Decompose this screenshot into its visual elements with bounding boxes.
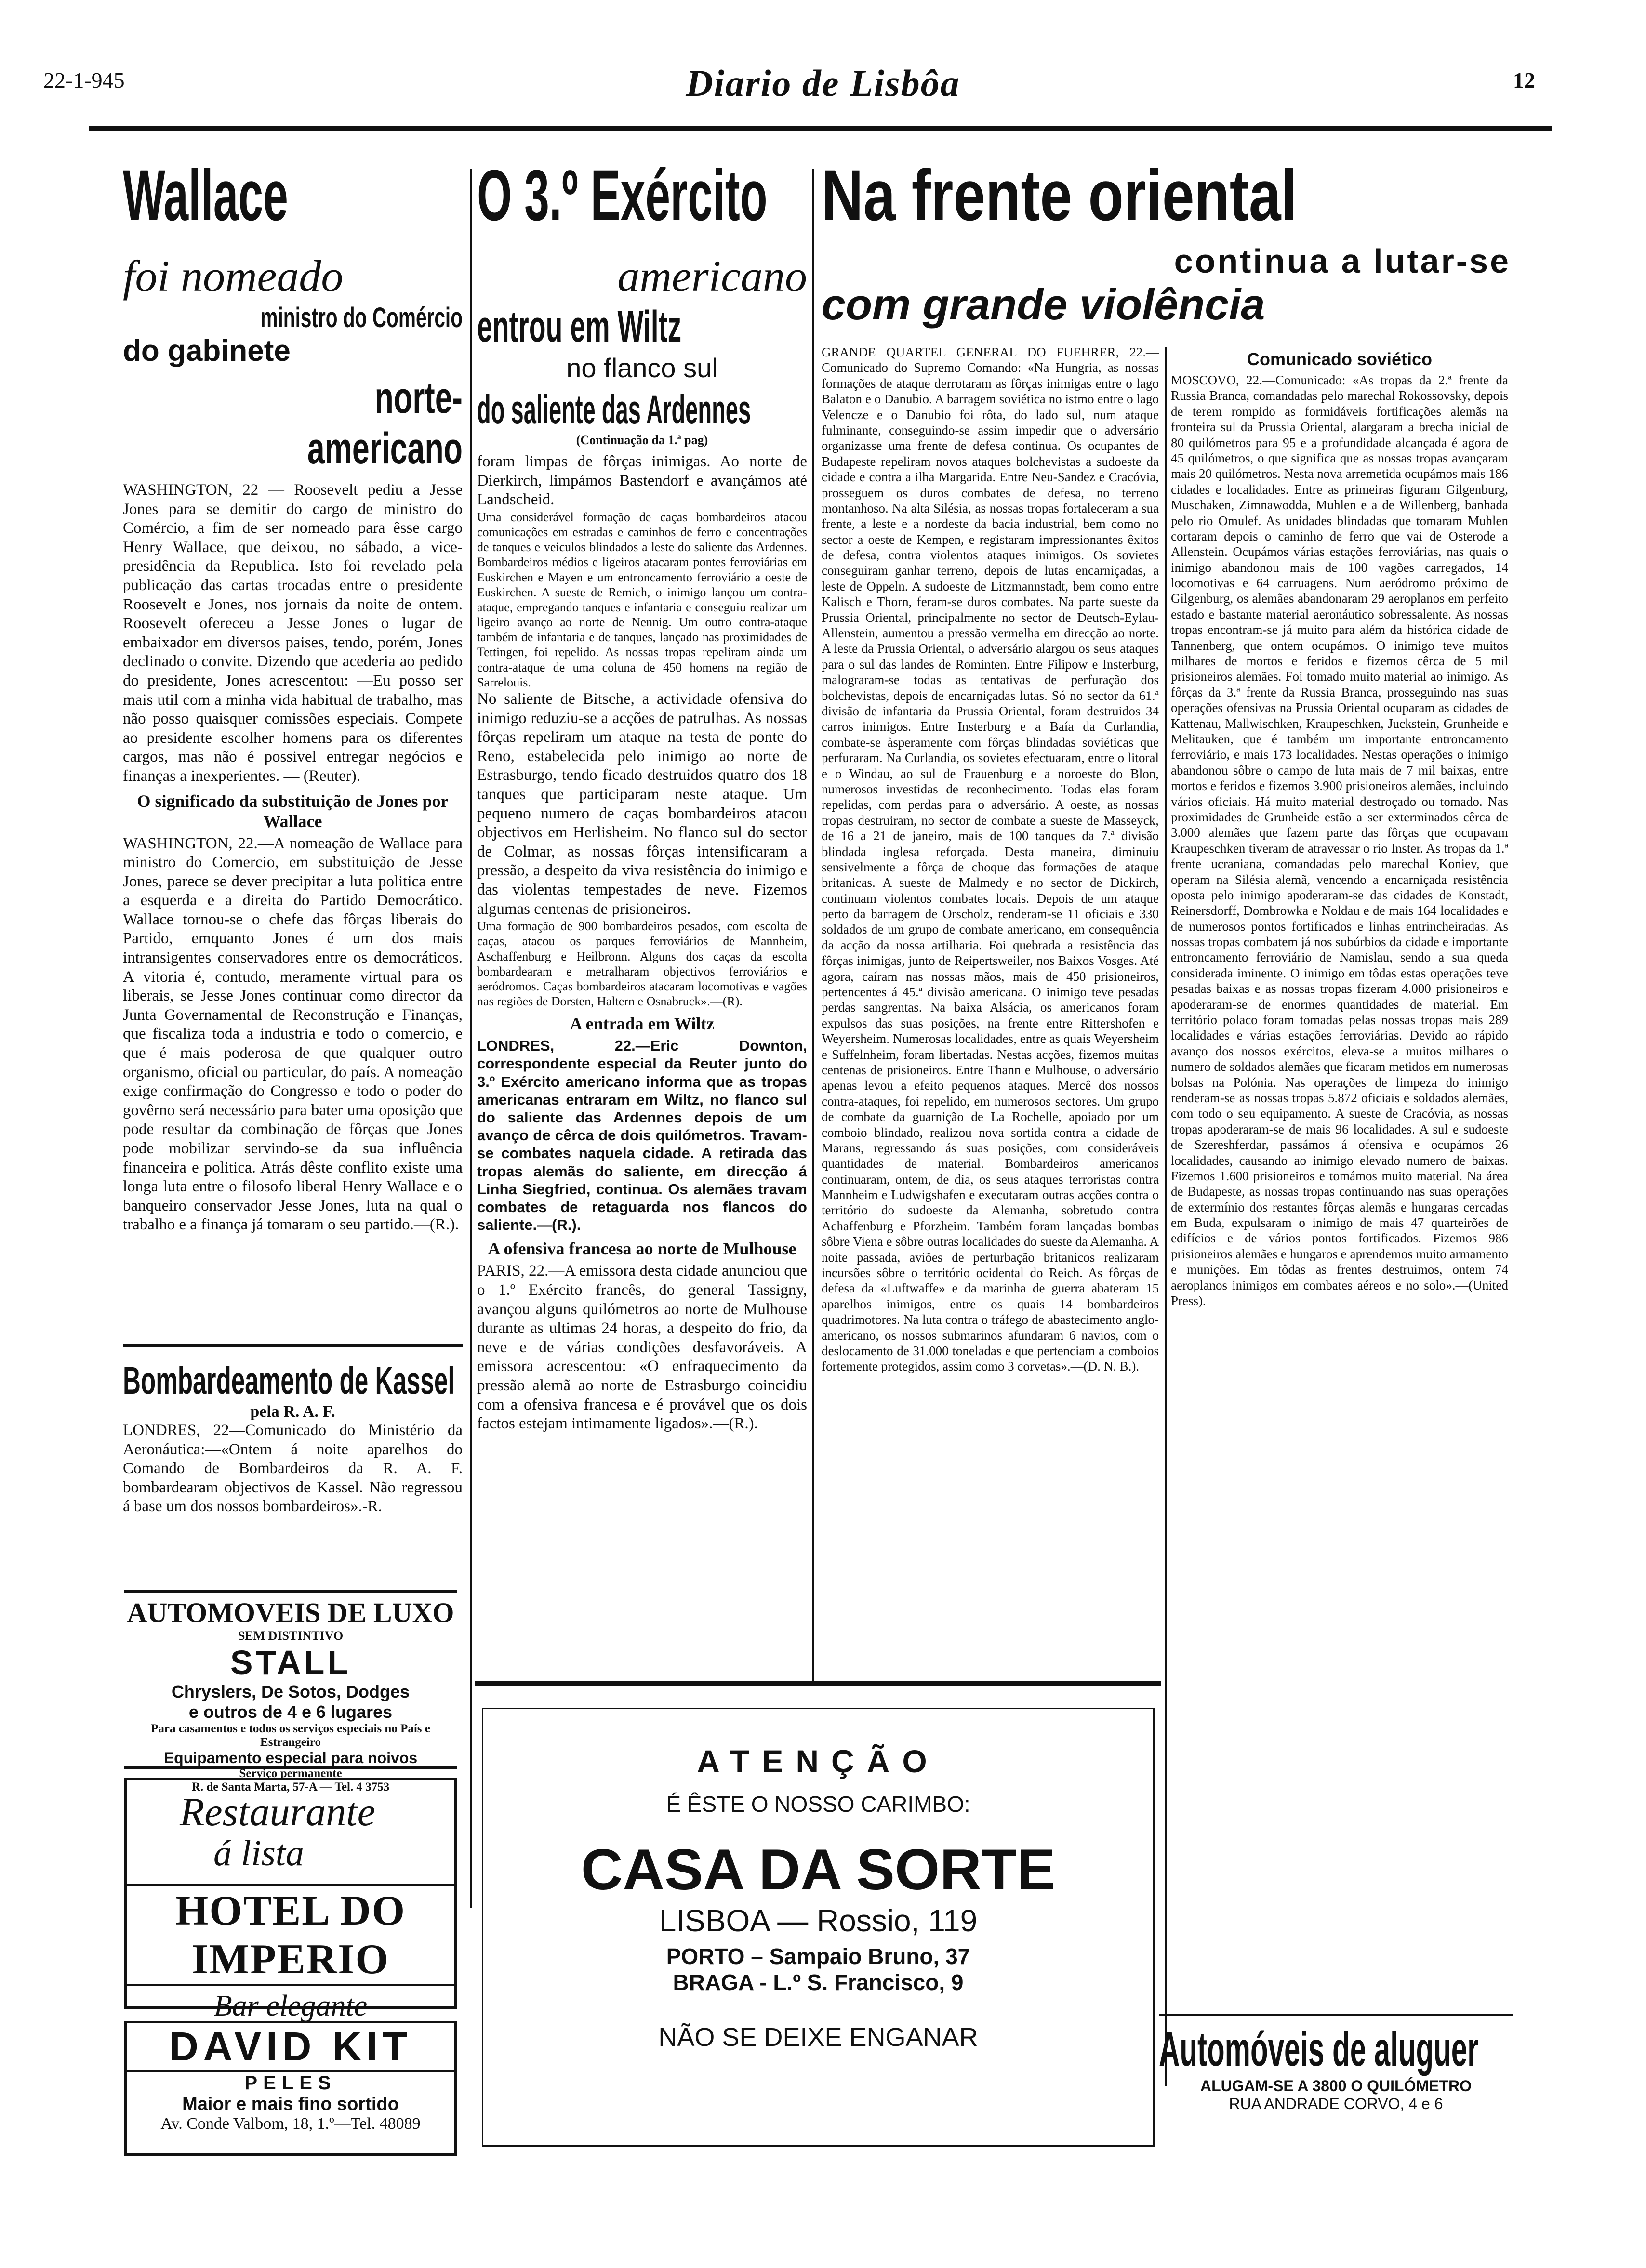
subline-nomeado: foi nomeado <box>123 251 344 301</box>
article-body: LONDRES, 22—Comunicado do Ministério da Aeronáutica:—«Ontem á noite aparelhos do Comando de Bombardeiros da R. A. F. bombardearam objectivos de Kassel. Não regressou á base um dos nossos bombardeiros».-R. <box>123 1422 463 1516</box>
newspaper-title: Diario de Lisbôa <box>686 62 960 104</box>
ad-text: ALUGAM-SE A 3800 O QUILÓMETRO <box>1200 2077 1472 2095</box>
ad-title: AUTOMOVEIS DE LUXO <box>127 1597 454 1628</box>
ad-automoveis-aluguer <box>1159 2014 1513 2122</box>
article-body: WASHINGTON, 22.—A nomeação de Wallace para ministro do Comercio, em substituição de Jesse Jones, parece se dever precipitar a luta politica entre a esquerda e a direita do Partido Democrático. Wallace tornou-se o chefe das fôrças liberais do Partido, emquanto Jones é um dos mais intransigentes conservadores entre os democráticos. A vitoria é, contudo, meramente virtual para os liberais, se Jesse Jones continuar como director da Junta Governamental de Reconstrução e Finanças, que fiscaliza toda a industria e todo o comercio, e que é mais poderosa de que qualquer outro organismo, oficial ou particular, do país. A nomeação exige confirmação do Congresso e todo o poder do govêrno será necessário para bater uma oposição que pode resultar da combinação de fôrças que Jones pode mobilizar servindo-se da sua influência financeira e politica. Atrás dêste conflito existe uma longa luta entre o filosofo liberal Henry Wallace e o banqueiro conservador Jesse Jones, luta na qual o trabalho e a finança já tomaram o seu partido.—(R.). <box>123 834 463 1234</box>
subline-continua: continua a lutar-se <box>1174 242 1511 280</box>
headline-wallace: Wallace <box>123 155 288 236</box>
article-body: GRANDE QUARTEL GENERAL DO FUEHRER, 22.—Comunicado do Supremo Comando: «Na Hungria, as nossas formações de ataque derrotaram as fôrças inimigas entre o lago Balaton e o Danubio. A barragem soviética no istmo entre o lago Velencze e o Danubio foi rôta, do lado sul, num ataque fulminante, conseguindo-se assim impedir que o adversário organizasse uma frente de defesa continua. Os ocupantes de Budapeste repeliram novos ataques bolchevistas a sudoeste da cidade e contra a ilha Margarida. Entre Neu-Sandez e Cracóvia, prosseguem os duros combates de defesa, no terreno montanhoso. Na alta Silésia, as nossas tropas fortaleceram a sua frente, a leste e a nordeste da bacia industrial, bem como no sector a oeste de Kempen, e registaram impressionantes êxitos de defesa, contra violentos ataques inimigos. Os sovietes conseguiram ganhar terreno, depois de lutas encarniçadas, a leste de Oppeln. A sudoeste de Litzmannstadt, bem como entre Kalisch e Thorn, feram-se duros combates. Na parte sueste da Prussia Oriental, principalmente no sector de Deutsch-Eylau-Allenstein, aumentou a pressão vermelha em direcção ao norte. A leste da Prussia Oriental, o adversário alargou os seus ataques para o sul das landes de Rominten. Entre Filipow e Insterburg, malograram-se todas as tentativas de perfuração dos bolchevistas, depois de encarniçadas lutas. Só no sector da 61.ª divisão de infantaria da Prussia Oriental, foram destruidos 34 carros inimigos. Entre Insterburg e a Baía da Curlandia, combate-se àsperamente com fôrças blindadas soviéticas que perfuraram. Na Curlandia, os sovietes efectuaram, entre o litoral e o Windau, ao sul de Frauenburg e a noroeste do Blon, numerosos investidas de reconhecimento. Todas elas foram repelidas, com perdas para o adversário. A oeste, as nossas tropas destruiram, no sector de combate a sueste de Masseyck, de 16 a 21 de janeiro, mais de 100 tanques da 7.ª divisão blindada inglesa reforçada. Desta maneira, diminuiu sensivelmente a fôrça de choque das formações de ataque britanicas. A sueste de Malmedy e no sector de Dickirch, continuam violentos combates locais. Depois de um ataque perto da barragem de Orscholz, renderam-se 11 oficiais e 330 soldados de um grupo de combate americano, em consequência da acção da nossa artilharia. Foi quebrada a resistência das fôrças inimigas, junto de Reipertsweiler, nos Baixos Vosges. Até agora, caíram nas nossas mãos, mais de 450 prisioneiros, pertencentes á 45.ª divisão americana. O inimigo teve pesadas perdas sangrentas. Na baixa Alsácia, os americanos foram expulsos das suas posições, na frente entre Rittershofen e Weyersheim. Numerosas localidades, entre as quais Weyersheim e Suffelnheim, foram libertadas. Nestas acções, fizemos muitas centenas de prisioneiros. Entre Thann e Mulhouse, o adversário apenas levou a efeito pequenos ataques. Mercê dos nossos contra-ataques, foi repelido, em numerosos sectores. Um grupo de combate da guarnição de La Rochelle, apoiado por um comboio blindado, realizou nova sortida contra a cidade de Marans, regressando ás suas posições, com consideráveis quantidades de material. Bombardeiros americanos continuaram, ontem, de dia, os seus ataques terroristas contra Mannheim e Ludwigshafen e executaram outras acções contra o território do sudoeste da Alemanha, sobretudo contra Achaffenburg e Pforzheim. Também foram lançadas bombas sôbre Viena e sôbre outras localidades do sueste da Alemanha. A noite passada, aviões de perturbação britanicos realizaram incursões sôbre o território ocidental do Reich. As fôrças de defesa da «Luftwaffe» e da marinha de guerra abateram 15 aparelhos inimigos, entre os quais 14 bombardeiros quadrimotores. Na luta contra o tráfego de abastecimento anglo-americano, os nossos submarinos afundaram 6 navios, com o deslocamento de 31.000 toneladas e que pertenciam a comboios fortemente protegidos, assim como 3 corvetas».—(D. N. B.). <box>822 345 1159 1374</box>
ad-casa-da-sorte <box>482 1708 1155 2147</box>
headline-exercito: O 3.º Exército <box>477 155 768 236</box>
ad-text: Equipamento especial para noivos <box>163 1749 418 1767</box>
article-frente-col1 <box>822 344 1159 1674</box>
article-body: foram limpas de fôrças inimigas. Ao norte de Dierkirch, limpámos Bastendorf e avançámos até Landscheid. <box>477 453 807 509</box>
subline-ministro: ministro do Comércio <box>260 302 463 333</box>
subline-ardennes: do saliente das Ardennes <box>477 387 751 432</box>
headline-frente: Na frente oriental <box>822 155 1297 236</box>
ad-text: Av. Conde Valbom, 18, 1.º—Tel. 48089 <box>160 2115 421 2133</box>
ad-brand: CASA DA SORTE <box>581 1837 1056 1902</box>
ad-text: SEM DISTINTIVO <box>238 1629 344 1643</box>
column-divider <box>1165 347 1167 2086</box>
ad-attention: ATENÇÃO <box>697 1743 940 1779</box>
article-body: Uma considerável formação de caças bombardeiros atacou comunicações em estradas e caminhos de ferro e concentrações de tanques e veiculos blindados a leste do saliente das Ardennes. Bombardeiros médios e ligeiros atacaram pontes ferroviárias em Euskirchen e Mayen e um entroncamento ferroviário a oeste de Euskirchen. A sueste de Remich, o inimigo lançou um contra-ataque, empregando tanques e infantaria e conseguiu realizar um ligeiro avanço ao norte de Nennig. Um outro contra-ataque também de infantaria e de tanques, lançado nas proximidades de Tettingen, foi repelido. As nossas tropas repeliram ainda um contra-ataque de uma coluna de 450 homens na região de Sarrelouis. <box>477 510 807 689</box>
column-divider <box>812 169 814 1681</box>
article-body: WASHINGTON, 22 — Roosevelt pediu a Jesse Jones para se demitir do cargo de ministro do Comércio, a fim de ser nomeado para êsse cargo Henry Wallace, que deixou, no sábado, a vice-presidência da Republica. Isto foi revelado pela publicação das cartas trocadas entre o presidente Roosevelt e Jones, nos jornais da noite de ontem. Roosevelt ofereceu a Jesse Jones o lugar de embaixador em diversos paises, tendo, porém, Jones declinado o convite. Dizendo que acederia ao pedido do presidente, Jones acrescentou: —Eu posso ser mais util com a minha vida habitual de trabalho, mas não posso quaisquer comissões especiais. Compete ao presidente escolher homens para os diferentes cargos, mas não é possivel entregar negócios e finanças a inexperientes. — (Reuter). <box>123 481 463 785</box>
article-subhead: A ofensiva francesa ao norte de Mulhouse <box>488 1239 796 1259</box>
article-subhead: A entrada em Wiltz <box>570 1014 715 1034</box>
section-rule <box>475 1681 1161 1686</box>
ad-script-text: á lista <box>213 1833 304 1873</box>
ad-text: R. de Santa Marta, 57-A — Tel. 4 3753 <box>191 1780 390 1793</box>
issue-date: 22-1-945 <box>43 68 125 92</box>
headline-kassel: Bombardeamento de Kassel <box>123 1359 455 1402</box>
article-subhead: Comunicado soviético <box>1247 349 1433 369</box>
subline-wiltz: entrou em Wiltz <box>477 302 682 351</box>
ad-text: Serviço permanente <box>239 1767 342 1780</box>
subline-violencia: com grande violência <box>822 281 1265 329</box>
page-number: 12 <box>1513 68 1535 92</box>
top-rule <box>89 126 1552 131</box>
ad-text: Maior e mais fino sortido <box>182 2094 399 2114</box>
ad-automoveis-luxo <box>124 1590 457 1793</box>
ad-title: Automóveis de aluguer <box>1159 2022 1479 2076</box>
article-subhead: O significado da substituição de Jones por Wallace <box>137 791 449 831</box>
article-body: PARIS, 22.—A emissora desta cidade anunciou que o 1.º Exército francês, do general Tassigny, avançou alguns quilómetros ao norte de Mulhouse durante as ultimas 24 horas, a despeito do frio, da neve e de várias condições desfavoráveis. A emissora acrescentou: «O enfraquecimento da pressão alemã ao norte de Estrasburgo coincidiu com a ofensiva francesa e é provável que os dois factos estejam intimamente ligados».—(R.). <box>477 1262 807 1433</box>
ad-text: LISBOA — Rossio, 119 <box>659 1903 978 1938</box>
subline-flanco: no flanco sul <box>566 353 718 383</box>
ad-text: Chryslers, De Sotos, Dodges <box>171 1682 410 1701</box>
article-body-bold: LONDRES, 22.—Eric Downton, correspondente especial da Reuter junto do 3.º Exército americano informa que as tropas americanas entraram em Wiltz, no flanco sul do saliente das Ardennes depois de um avanço de cêrca de dois quilómetros. Travam-se combates naquela cidade. A retirada das tropas alemãs do saliente, em direcção á Linha Siegfried, continua. Os alemães travam combates de retaguarda nos flancos do saliente.—(R.). <box>477 1037 807 1234</box>
ad-text: e outros de 4 e 6 lugares <box>188 1702 393 1722</box>
subline-gabinete: do gabinete <box>123 334 291 368</box>
ad-text: PORTO – Sampaio Bruno, 37 <box>666 1944 970 1969</box>
ad-text: PELES <box>244 2072 337 2094</box>
subline-americano: americano <box>617 251 807 301</box>
ad-script-text: Bar elegante <box>213 1990 368 2022</box>
ad-david-kit <box>124 2021 457 2156</box>
ad-text: RUA ANDRADE CORVO, 4 e 6 <box>1229 2095 1443 2112</box>
ad-script-text: Restaurante <box>180 1790 375 1834</box>
article-body: No saliente de Bitsche, a actividade ofensiva do inimigo reduziu-se a acções de patrulhas. As nossas fôrças repeliram um ataque na testa de ponte do Reno, estabelecida pelo inimigo ao norte de Estrasburgo, tendo ficado destruidos quatro dos 18 tanques que participaram neste ataque. Um pequeno numero de caças bombardeiros atacou objectivos em Herlisheim. No flanco sul do sector de Colmar, as nossas fôrças intensificaram a pressão, a despeito da viva resistência do inimigo e das violentas tempestades de neve. Fizemos algumas centenas de prisioneiros. <box>477 690 807 918</box>
headline-block-frente <box>822 155 1511 352</box>
article-body: MOSCOVO, 22.—Comunicado: «As tropas da 2.ª frente da Russia Branca, comandadas pelo marechal Rokossovsky, depois de terem rompido as formidáveis fortificações alemãs na fronteira sul da Prussia Oriental, alargaram a brecha inicial de 80 quilómetros para 95 e a profundidade alcançada é agora de 45 quilómetros, o que significa que as nossas tropas avançaram mais 20 quilómetros. Nesta nova arremetida ocupámos mais 186 cidades e localidades. Entre as primeiras figuram Gilgenburg, Muschaken, Zimnawodda, Muhlen e a de Willenberg, banhada pelo rio Omulef. As unidades blindadas que tomaram Muhlen cortaram depois o caminho de ferro que vai de Osterode a Allenstein. Ocupámos várias estações ferroviárias, nas quais o inimigo abandonou mais de 100 vagões carregados, 14 locomotivas e 64 carruagens. Num aeródromo próximo de Gilgenburg, os alemães abandonaram 29 aeroplanos em perfeito estado e bastante material aeronáutico sobressalente. As nossas tropas encontram-se já muito para além da histórica cidade de Tannenberg, que ontem ocupámos. O inimigo teve muitos milhares de mortos e feridos e fizemos cêrca de 5 mil prisioneiros alemães. Foi tomado muito material ao inimigo. As fôrças da 3.ª frente da Russia Branca, prosseguindo nas suas operações ofensivas na Prussia Oriental ocuparam as cidades de Kattenau, Mallwischken, Kraupeschken, Juckstein, Grunheide e Melitauken, que é também um importante entroncamento ferroviário, e mais 173 localidades. Nestas operações o inimigo abandonou sôbre o campo de luta mais de 7 mil baixas, entre mortos e feridos e fizemos 3.900 prisioneiros alemães, incluindo vários oficiais. Há muito material destroçado ou tomado. Nas proximidades de Grunheide estão a ser exterminados cêrca de 3.000 alemães que fazem parte das fôrças que ocupavam Kraupeschken tiveram de atravessar o rio Inster. As tropas da 1.ª frente ucraniana, comandadas pelo marechal Koniev, que operam na Silésia alemã, vencendo a encarniçada resistência oposta pelo inimigo apoderaram-se das cidades de Konstadt, Reinersdorff, Dombrowka e Noldau e de mais 164 localidades e de numerosos pontos fortificados e linhas entrincheiradas. As nossas tropas combatem já nos subúrbios da cidade e importante entroncamento ferroviário de Namislau, sendo a sua queda considerada iminente. O inimigo em tôdas estas operações teve pesadas baixas e as nossas tropas fizeram 4.000 prisioneiros e apoderaram-se de enormes quantidades de material. Em território polaco foram tomadas pelas nossas tropas mais 289 localidades e várias estações ferroviárias. Devido ao rápido avanço dos nossos exércitos, eleva-se a muitos milhares o numero de soldados alemães que ficaram metidos em numerosas bolsas na Polónia. Nas operações de limpeza do inimigo renderam-se as nossas tropas 5.872 oficiais e soldados alemães, com todo o seu equipamento. A sueste de Cracóvia, as nossas tropas apoderaram-se de mais 96 localidades. A sul e sudoeste de Szereshferdar, passámos á ofensiva e ocupámos 26 localidades, causando ao inimigo elevado numero de baixas. Fizemos 1.600 prisioneiros e tomámos muito material. Na área de Budapeste, as nossas tropas continuando nas suas operações de extermínio dos restantes fôrças alemãs e hungaras cercadas em Buda, expulsaram o inimigo de mais 47 quarteirões de edifícios e de vários pontos fortificados. Fizemos 986 prisioneiros alemães e hungaros e aprendemos muito armamento e munições. Em tôdas as frentes destruimos, ontem 74 aeroplanos inimigos em combates aéreos e no solo».—(United Press). <box>1171 373 1508 1308</box>
subline-norte-americano: norte-americano <box>307 373 463 473</box>
article-body: Uma formação de 900 bombardeiros pesados, com escolta de caças, atacou os parques ferroviários de Mannheim, Aschaffenburg e Heilbronn. Alguns dos caças da escolta bombardearam e metralharam objectivos ferroviários e aeródromos. Caças bombardeiros atacaram locomotivas e vagões nas regiões de Dorsten, Haltern e Osnabruck».—(R). <box>477 919 807 1009</box>
continuation-note: (Continuação da 1.ª pag) <box>576 433 708 447</box>
ad-text: BRAGA - L.º S. Francisco, 9 <box>673 1970 964 1995</box>
article-wallace <box>123 155 463 1516</box>
ad-text: Para casamentos e todos os serviços especiais no País e Estrangeiro <box>151 1722 430 1749</box>
column-divider <box>470 169 472 1908</box>
ad-text: É ÊSTE O NOSSO CARIMBO: <box>666 1792 970 1817</box>
ad-hotel-imperio <box>124 1778 457 2022</box>
ad-hotel-name: HOTEL DO IMPERIO <box>127 1884 454 1986</box>
article-terceiro-exercito <box>477 155 807 1676</box>
kassel-subline: pela R. A. F. <box>250 1403 335 1421</box>
section-rule <box>123 1344 463 1347</box>
ad-brand: DAVID KIT <box>127 2023 454 2072</box>
ad-brand: STALL <box>230 1644 351 1681</box>
article-frente-col2 <box>1171 344 1508 2002</box>
ad-warning: NÃO SE DEIXE ENGANAR <box>658 2023 978 2052</box>
